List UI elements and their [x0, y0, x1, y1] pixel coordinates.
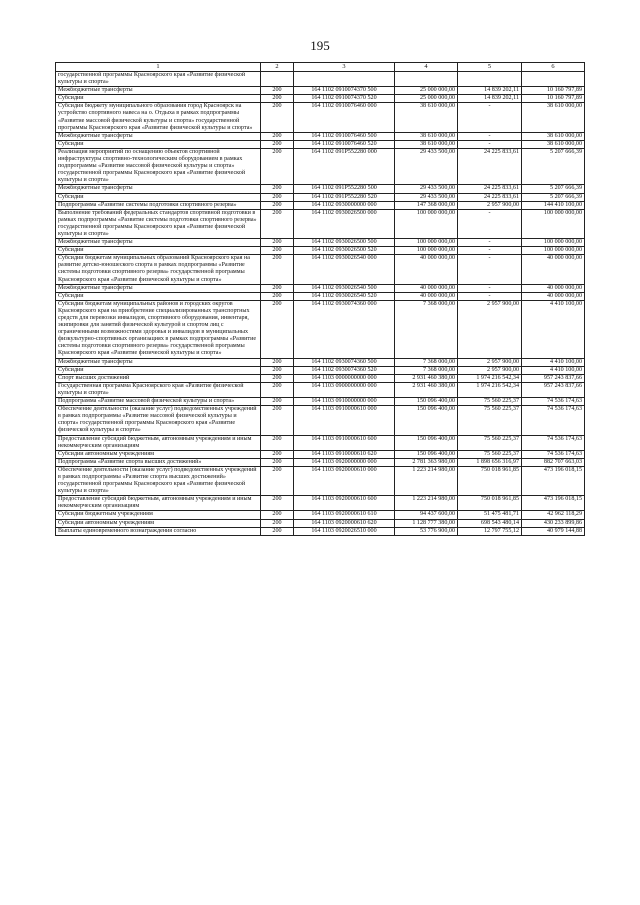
table-row [56, 95, 585, 103]
row-remaining-cell: 10 160 797,89 [522, 95, 585, 103]
table-row [56, 185, 585, 193]
row-remaining-cell: 38 610 000,00 [522, 132, 585, 140]
row-kbk-cell: 164 1102 0930074360 000 [294, 300, 395, 358]
row-remaining-cell: 74 536 174,63 [522, 435, 585, 450]
row-name-cell: Субсидии бюджетным учреждениям [56, 511, 261, 519]
row-remaining-cell: 40 979 144,88 [522, 527, 585, 535]
row-code-cell [261, 72, 294, 87]
row-remaining-cell: 38 610 000,00 [522, 140, 585, 148]
row-executed-cell: - [458, 292, 522, 300]
column-header: 4 [395, 63, 458, 72]
row-planned-cell: 7 368 000,00 [395, 366, 458, 374]
row-code-cell: 200 [261, 458, 294, 466]
row-executed-cell: - [458, 284, 522, 292]
row-remaining-cell: 5 207 666,39 [522, 185, 585, 193]
row-executed-cell: 750 018 961,85 [458, 496, 522, 511]
row-name-cell: Субсидии [56, 366, 261, 374]
table-row [56, 284, 585, 292]
row-code-cell: 200 [261, 193, 294, 201]
row-kbk-cell: 164 1103 0900000000 000 [294, 382, 395, 397]
row-remaining-cell: 4 410 100,00 [522, 358, 585, 366]
row-planned-cell: 29 433 500,00 [395, 193, 458, 201]
row-executed-cell: - [458, 209, 522, 238]
row-kbk-cell: 164 1103 0920000610 610 [294, 511, 395, 519]
row-planned-cell: 147 368 000,00 [395, 201, 458, 209]
table-row [56, 450, 585, 458]
row-name-cell: Спорт высших достижений [56, 374, 261, 382]
table-row [56, 209, 585, 238]
row-remaining-cell: 473 196 018,15 [522, 496, 585, 511]
row-planned-cell: 40 000 000,00 [395, 292, 458, 300]
table-row [56, 519, 585, 527]
column-header: 3 [294, 63, 395, 72]
row-code-cell: 200 [261, 95, 294, 103]
row-remaining-cell [522, 72, 585, 87]
row-code-cell: 200 [261, 398, 294, 406]
row-executed-cell: 750 018 961,85 [458, 466, 522, 495]
row-remaining-cell: 144 410 100,00 [522, 201, 585, 209]
table-row [56, 406, 585, 435]
row-name-cell: Подпрограмма «Развитие спорта высших достижений» [56, 458, 261, 466]
row-kbk-cell: 164 1102 0910076460 000 [294, 103, 395, 132]
row-planned-cell: 29 433 500,00 [395, 148, 458, 184]
row-kbk-cell [294, 72, 395, 87]
row-kbk-cell: 164 1102 091P552280 000 [294, 148, 395, 184]
budget-table [55, 62, 585, 536]
row-planned-cell: 7 368 000,00 [395, 358, 458, 366]
row-planned-cell: 7 368 000,00 [395, 300, 458, 358]
row-planned-cell: 150 096 400,00 [395, 398, 458, 406]
row-planned-cell: 38 610 000,00 [395, 140, 458, 148]
table-row [56, 140, 585, 148]
table-row [56, 382, 585, 397]
table-row [56, 398, 585, 406]
row-name-cell: Выполнение требований федеральных стандартов спортивной подготовки в рамках подпрограммы «Развитие системы подготовки спортивного резерва» государственной программы Красноярского края «Развитие физической культуры и спорта» [56, 209, 261, 238]
table-row [56, 300, 585, 358]
row-name-cell: Государственная программа Красноярского края «Развитие физической культуры и спорта» [56, 382, 261, 397]
row-code-cell: 200 [261, 450, 294, 458]
table-row [56, 132, 585, 140]
row-remaining-cell: 957 243 837,66 [522, 374, 585, 382]
row-code-cell: 200 [261, 255, 294, 284]
row-executed-cell: 2 957 900,00 [458, 358, 522, 366]
row-executed-cell: 75 560 225,37 [458, 450, 522, 458]
table-row [56, 103, 585, 132]
row-remaining-cell: 40 000 000,00 [522, 292, 585, 300]
table-row [56, 496, 585, 511]
row-code-cell: 200 [261, 496, 294, 511]
row-planned-cell: 1 223 214 980,00 [395, 466, 458, 495]
row-planned-cell: 29 433 500,00 [395, 185, 458, 193]
row-kbk-cell: 164 1102 0910074370 500 [294, 87, 395, 95]
row-executed-cell: 698 543 480,14 [458, 519, 522, 527]
row-name-cell: Межбюджетные трансферты [56, 358, 261, 366]
row-code-cell: 200 [261, 209, 294, 238]
row-name-cell: Межбюджетные трансферты [56, 132, 261, 140]
column-header: 2 [261, 63, 294, 72]
table-row [56, 148, 585, 184]
row-remaining-cell: 4 410 100,00 [522, 300, 585, 358]
row-executed-cell: 1 898 656 316,97 [458, 458, 522, 466]
row-executed-cell: - [458, 103, 522, 132]
row-code-cell: 200 [261, 247, 294, 255]
column-header: 6 [522, 63, 585, 72]
row-kbk-cell: 164 1102 091P552280 520 [294, 193, 395, 201]
row-name-cell: Субсидии [56, 193, 261, 201]
row-executed-cell: 2 957 900,00 [458, 201, 522, 209]
table-row [56, 72, 585, 87]
row-kbk-cell: 164 1103 0910000610 600 [294, 435, 395, 450]
row-code-cell: 200 [261, 132, 294, 140]
row-kbk-cell: 164 1102 0910076460 520 [294, 140, 395, 148]
row-executed-cell: 2 957 900,00 [458, 366, 522, 374]
row-kbk-cell: 164 1103 0920000610 620 [294, 519, 395, 527]
row-name-cell: Выплаты единовременного вознаграждения согласно [56, 527, 261, 535]
table-row [56, 466, 585, 495]
row-code-cell: 200 [261, 527, 294, 535]
row-executed-cell: 1 974 216 542,34 [458, 374, 522, 382]
row-kbk-cell: 164 1102 0930000000 000 [294, 201, 395, 209]
row-name-cell: Межбюджетные трансферты [56, 239, 261, 247]
row-planned-cell: 1 128 777 380,00 [395, 519, 458, 527]
row-executed-cell: 75 560 225,37 [458, 398, 522, 406]
row-planned-cell: 94 437 600,00 [395, 511, 458, 519]
row-code-cell: 200 [261, 300, 294, 358]
row-name-cell: Предоставление субсидий бюджетным, автономным учреждениям и иным некоммерческим организациям [56, 435, 261, 450]
row-kbk-cell: 164 1102 0930074360 500 [294, 358, 395, 366]
row-planned-cell: 38 610 000,00 [395, 103, 458, 132]
row-executed-cell: 75 560 225,37 [458, 435, 522, 450]
row-name-cell: Предоставление субсидий бюджетным, автономным учреждениям и иным некоммерческим организациям [56, 496, 261, 511]
table-row [56, 87, 585, 95]
row-remaining-cell: 38 610 000,00 [522, 103, 585, 132]
row-kbk-cell: 164 1102 0930026540 000 [294, 255, 395, 284]
row-name-cell: Субсидии [56, 247, 261, 255]
table-row [56, 239, 585, 247]
row-code-cell: 200 [261, 185, 294, 193]
row-executed-cell: 75 560 225,37 [458, 406, 522, 435]
row-planned-cell: 25 000 000,00 [395, 87, 458, 95]
row-code-cell: 200 [261, 382, 294, 397]
row-remaining-cell: 74 536 174,63 [522, 450, 585, 458]
row-remaining-cell: 100 000 000,00 [522, 239, 585, 247]
header-row [56, 63, 585, 72]
row-executed-cell: 14 839 202,11 [458, 87, 522, 95]
row-planned-cell: 40 000 000,00 [395, 284, 458, 292]
row-kbk-cell: 164 1102 0910074370 520 [294, 95, 395, 103]
row-kbk-cell: 164 1103 0910000610 620 [294, 450, 395, 458]
row-code-cell: 200 [261, 519, 294, 527]
row-kbk-cell: 164 1102 0930026500 000 [294, 209, 395, 238]
row-executed-cell [458, 72, 522, 87]
row-planned-cell: 2 931 460 380,00 [395, 382, 458, 397]
row-code-cell: 200 [261, 148, 294, 184]
row-code-cell: 200 [261, 284, 294, 292]
row-remaining-cell: 74 536 174,63 [522, 406, 585, 435]
row-planned-cell: 2 931 460 380,00 [395, 374, 458, 382]
table-row [56, 374, 585, 382]
table-row [56, 435, 585, 450]
row-name-cell: Субсидии автономным учреждениям [56, 519, 261, 527]
row-code-cell: 200 [261, 374, 294, 382]
page-number: 195 [310, 38, 330, 53]
row-planned-cell: 100 000 000,00 [395, 247, 458, 255]
row-name-cell: Субсидии бюджетам муниципальных образований Красноярского края на развитие детско-юношеского спорта в рамках подпрограммы «Развитие системы подготовки спортивного резерва» государственной программы Красноярского края «Развитие физической культуры и спорта» [56, 255, 261, 284]
row-code-cell: 200 [261, 140, 294, 148]
row-name-cell: Подпрограмма «Развитие массовой физической культуры и спорта» [56, 398, 261, 406]
row-kbk-cell: 164 1102 0930074360 520 [294, 366, 395, 374]
row-name-cell: Субсидии [56, 140, 261, 148]
budget-table-body [56, 63, 585, 536]
row-executed-cell: 12 797 755,12 [458, 527, 522, 535]
column-header: 5 [458, 63, 522, 72]
row-name-cell: Межбюджетные трансферты [56, 87, 261, 95]
table-row [56, 366, 585, 374]
table-row [56, 292, 585, 300]
row-code-cell: 200 [261, 511, 294, 519]
row-executed-cell: 51 475 481,71 [458, 511, 522, 519]
row-executed-cell: - [458, 247, 522, 255]
row-name-cell: Субсидии [56, 292, 261, 300]
row-planned-cell: 150 096 400,00 [395, 406, 458, 435]
row-executed-cell: 1 974 216 542,34 [458, 382, 522, 397]
row-kbk-cell: 164 1102 0930026540 500 [294, 284, 395, 292]
row-code-cell: 200 [261, 103, 294, 132]
table-row [56, 458, 585, 466]
row-kbk-cell: 164 1103 0920026510 000 [294, 527, 395, 535]
row-planned-cell: 150 096 400,00 [395, 450, 458, 458]
row-name-cell: государственной программы Красноярского края «Развитие физической культуры и спорта» [56, 72, 261, 87]
row-name-cell: Субсидии [56, 95, 261, 103]
row-remaining-cell: 100 000 000,00 [522, 209, 585, 238]
row-executed-cell: 24 225 833,61 [458, 193, 522, 201]
row-code-cell: 200 [261, 406, 294, 435]
row-remaining-cell: 10 160 797,89 [522, 87, 585, 95]
table-row [56, 255, 585, 284]
row-name-cell: Реализация мероприятий по оснащению объектов спортивной инфраструктуры спортивно-технологическим оборудованием в рамках подпрограммы «Развитие массовой физической культуры и спорта» государственной программы Красноярского края «Развитие физической культуры и спорта» [56, 148, 261, 184]
row-executed-cell: - [458, 239, 522, 247]
row-kbk-cell: 164 1103 0920000610 600 [294, 496, 395, 511]
row-kbk-cell: 164 1102 0930026540 520 [294, 292, 395, 300]
table-row [56, 358, 585, 366]
row-kbk-cell: 164 1103 0910000000 000 [294, 398, 395, 406]
row-planned-cell: 150 096 400,00 [395, 435, 458, 450]
row-name-cell: Межбюджетные трансферты [56, 185, 261, 193]
row-remaining-cell: 40 000 000,00 [522, 284, 585, 292]
row-remaining-cell: 473 196 018,15 [522, 466, 585, 495]
row-planned-cell: 53 776 900,00 [395, 527, 458, 535]
table-row [56, 193, 585, 201]
row-planned-cell: 40 000 000,00 [395, 255, 458, 284]
row-remaining-cell: 882 707 663,03 [522, 458, 585, 466]
row-code-cell: 200 [261, 366, 294, 374]
row-name-cell: Субсидии автономным учреждениям [56, 450, 261, 458]
row-executed-cell: 24 225 833,61 [458, 185, 522, 193]
row-name-cell: Субсидия бюджету муниципального образования город Красноярск на устройство спортивного навеса на о. Отдыха в рамках подпрограммы «Развитие массовой физической культуры и спорта» государственной программы Красноярского края «Развитие физической культуры и спорта» [56, 103, 261, 132]
row-kbk-cell: 164 1103 0920000610 000 [294, 466, 395, 495]
table-row [56, 511, 585, 519]
row-code-cell: 200 [261, 435, 294, 450]
row-kbk-cell: 164 1103 0000000000 000 [294, 374, 395, 382]
row-remaining-cell: 42 962 118,29 [522, 511, 585, 519]
row-code-cell: 200 [261, 239, 294, 247]
row-planned-cell: 2 781 363 980,00 [395, 458, 458, 466]
row-executed-cell: - [458, 255, 522, 284]
row-remaining-cell: 957 243 837,66 [522, 382, 585, 397]
row-remaining-cell: 100 000 000,00 [522, 247, 585, 255]
row-remaining-cell: 430 233 899,86 [522, 519, 585, 527]
row-kbk-cell: 164 1102 0930026500 520 [294, 247, 395, 255]
row-planned-cell [395, 72, 458, 87]
row-name-cell: Субсидии бюджетам муниципальных районов и городских округов Красноярского края на приобретение специализированных транспортных средств для перевозки инвалидов, спортивного оборудования, инвентаря, экипировки для занятий физической культурой и спортом лиц с ограниченными возможностями здоровья и инвалидов в муниципальных физкультурно-спортивных организациях в рамках подпрограммы «Развитие системы подготовки спортивного резерва» государственной программы Красноярского края «Развитие физической культуры и спорта» [56, 300, 261, 358]
row-kbk-cell: 164 1103 0920000000 000 [294, 458, 395, 466]
row-remaining-cell: 5 207 666,39 [522, 193, 585, 201]
row-executed-cell: 14 839 202,11 [458, 95, 522, 103]
row-name-cell: Обеспечение деятельности (оказание услуг) подведомственных учреждений в рамках подпрограммы «Развитие массовой физической культуры и спорта» государственной программы Красноярского края «Развитие физической культуры и спорта» [56, 406, 261, 435]
table-row [56, 201, 585, 209]
row-remaining-cell: 40 000 000,00 [522, 255, 585, 284]
row-kbk-cell: 164 1102 091P552280 500 [294, 185, 395, 193]
row-remaining-cell: 4 410 100,00 [522, 366, 585, 374]
row-executed-cell: 24 225 833,61 [458, 148, 522, 184]
row-code-cell: 200 [261, 358, 294, 366]
row-planned-cell: 1 223 214 980,00 [395, 496, 458, 511]
row-code-cell: 200 [261, 87, 294, 95]
row-executed-cell: 2 957 900,00 [458, 300, 522, 358]
row-planned-cell: 25 000 000,00 [395, 95, 458, 103]
row-remaining-cell: 74 536 174,63 [522, 398, 585, 406]
row-name-cell: Обеспечение деятельности (оказание услуг) подведомственных учреждений в рамках подпрограммы «Развитие спорта высших достижений» государственной программы Красноярского края «Развитие физической культуры и спорта» [56, 466, 261, 495]
row-kbk-cell: 164 1103 0910000610 000 [294, 406, 395, 435]
row-planned-cell: 100 000 000,00 [395, 209, 458, 238]
row-name-cell: Подпрограмма «Развитие системы подготовки спортивного резерва» [56, 201, 261, 209]
table-row [56, 527, 585, 535]
row-code-cell: 200 [261, 292, 294, 300]
row-remaining-cell: 5 207 666,39 [522, 148, 585, 184]
row-code-cell: 200 [261, 466, 294, 495]
row-executed-cell: - [458, 132, 522, 140]
row-planned-cell: 100 000 000,00 [395, 239, 458, 247]
row-executed-cell: - [458, 140, 522, 148]
column-header: 1 [56, 63, 261, 72]
row-name-cell: Межбюджетные трансферты [56, 284, 261, 292]
row-code-cell: 200 [261, 201, 294, 209]
row-kbk-cell: 164 1102 0910076460 500 [294, 132, 395, 140]
table-row [56, 247, 585, 255]
row-kbk-cell: 164 1102 0930026500 500 [294, 239, 395, 247]
row-planned-cell: 38 610 000,00 [395, 132, 458, 140]
